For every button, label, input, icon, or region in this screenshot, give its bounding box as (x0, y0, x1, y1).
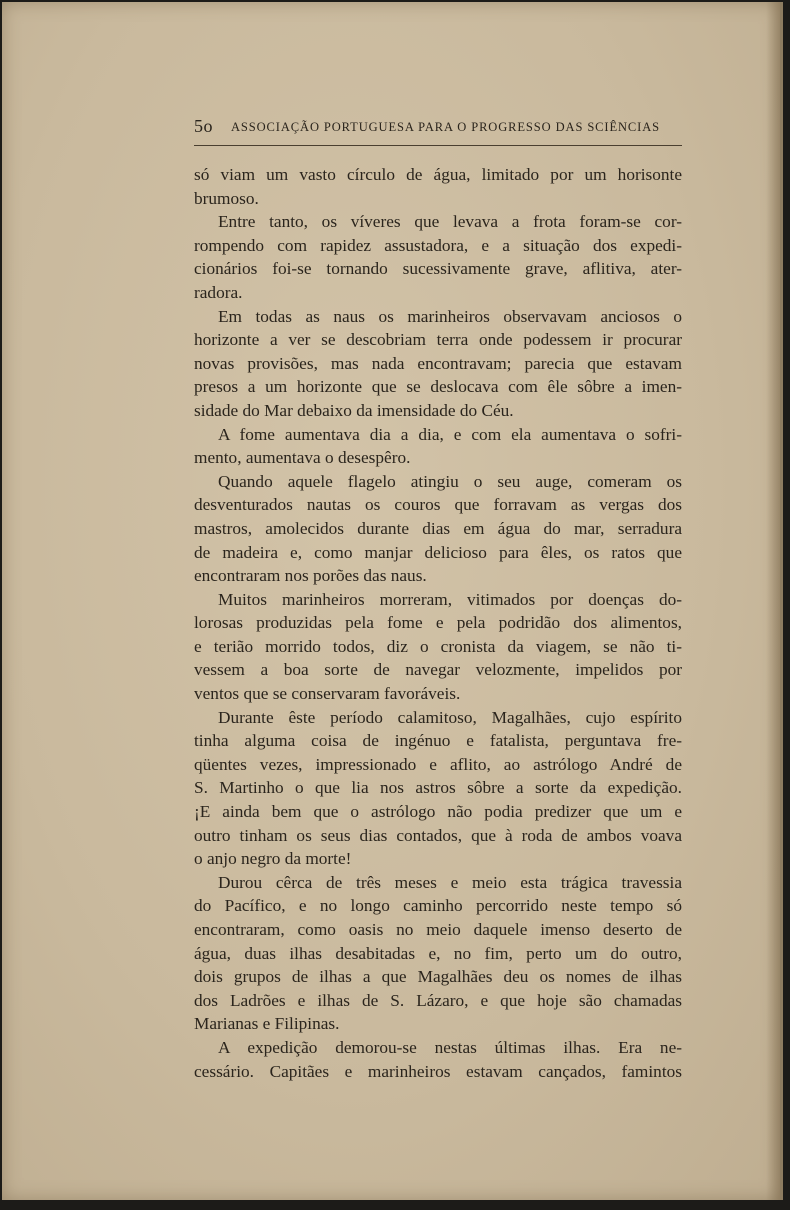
text-line: A expedição demorou-se nestas últimas ilhas. Era ne- (218, 1037, 682, 1057)
text-line: encontraram, como oasis no meio daquele imenso deserto de (194, 920, 682, 939)
text-line: rompendo com rapidez assustadora, e a situação dos expedi- (194, 235, 682, 255)
text-line: desventurados nautas os couros que forravam as vergas dos (194, 495, 682, 515)
page-header (194, 116, 682, 140)
text-line: só viam um vasto círculo de água, limitado por um horisonte (194, 165, 682, 184)
text-line: S. Martinho o que lia nos astros sôbre a sorte da expedição. (194, 778, 682, 798)
page-number: 5o (194, 116, 213, 136)
text-line: sidade do Mar debaixo da imensidade do Céu. (194, 400, 514, 420)
text-line: ventos que se conservaram favoráveis. (194, 684, 461, 704)
text-line: Em todas as naus os marinheiros observavam anciosos o (218, 306, 682, 326)
text-line: vessem a boa sorte de navegar velozmente, impelidos por (194, 660, 682, 680)
text-line: radora. (194, 282, 243, 302)
body-text (194, 163, 682, 1083)
text-line: do Pacífico, e no longo caminho percorrido neste tempo só (194, 896, 682, 916)
text-line: encontraram nos porões das naus. (194, 566, 427, 586)
text-line: Quando aquele flagelo atingiu o seu auge, comeram os (218, 471, 682, 491)
text-line: tinha alguma coisa de ingénuo e fatalista, perguntava fre- (194, 731, 682, 751)
header-rule (194, 145, 682, 146)
text-line: brumoso. (194, 188, 259, 208)
text-line: cionários foi-se tornando sucessivamente grave, aflitiva, ater- (194, 259, 682, 279)
text-line: Marianas e Filipinas. (194, 1014, 340, 1034)
text-line: água, duas ilhas desabitadas e, no fim, perto um do outro, (194, 943, 682, 963)
running-head: ASSOCIAÇÃO PORTUGUESA PARA O PROGRESSO DAS SCIÊNCIAS (231, 120, 661, 134)
text-line: Entre tanto, os víveres que levava a frota foram-se cor- (218, 212, 682, 232)
text-line: novas provisões, mas nada encontravam; parecia que estavam (194, 353, 682, 373)
text-line: e terião morrido todos, diz o cronista da viagem, se não ti- (194, 636, 682, 656)
text-line: ¡E ainda bem que o astrólogo não podia predizer que um e (194, 802, 682, 822)
book-page (2, 2, 783, 1200)
text-line: dois grupos de ilhas a que Magalhães deu os nomes de ilhas (194, 967, 682, 987)
text-line: horizonte a ver se descobriam terra onde podessem ir procurar (194, 330, 682, 350)
text-line: A fome aumentava dia a dia, e com ela aumentava o sofri- (218, 424, 682, 444)
text-line: qüentes vezes, impressionado e aflito, ao astrólogo André de (194, 754, 682, 774)
text-line: lorosas produzidas pela fome e pela podridão dos alimentos, (194, 613, 682, 633)
text-line: outro tinham os seus dias contados, que à roda de ambos voava (194, 825, 682, 845)
text-line: dos Ladrões e ilhas de S. Lázaro, e que hoje são chamadas (194, 990, 682, 1010)
text-line: Durante êste período calamitoso, Magalhães, cujo espírito (218, 707, 682, 727)
text-line: presos a um horizonte que se deslocava com êle sôbre a imen- (194, 377, 682, 397)
text-line: cessário. Capitães e marinheiros estavam cançados, famintos (194, 1061, 682, 1081)
page-edge-shadow (766, 2, 780, 1200)
text-line: mento, aumentava o desespêro. (194, 448, 411, 468)
text-line: de madeira e, como manjar delicioso para êles, os ratos que (194, 542, 682, 562)
text-line: o anjo negro da morte! (194, 849, 352, 869)
text-line: Durou cêrca de três meses e meio esta trágica travessia (218, 872, 682, 892)
text-line: Muitos marinheiros morreram, vitimados por doenças do- (218, 589, 682, 609)
text-line: mastros, amolecidos durante dias em água do mar, serradura (194, 518, 682, 538)
